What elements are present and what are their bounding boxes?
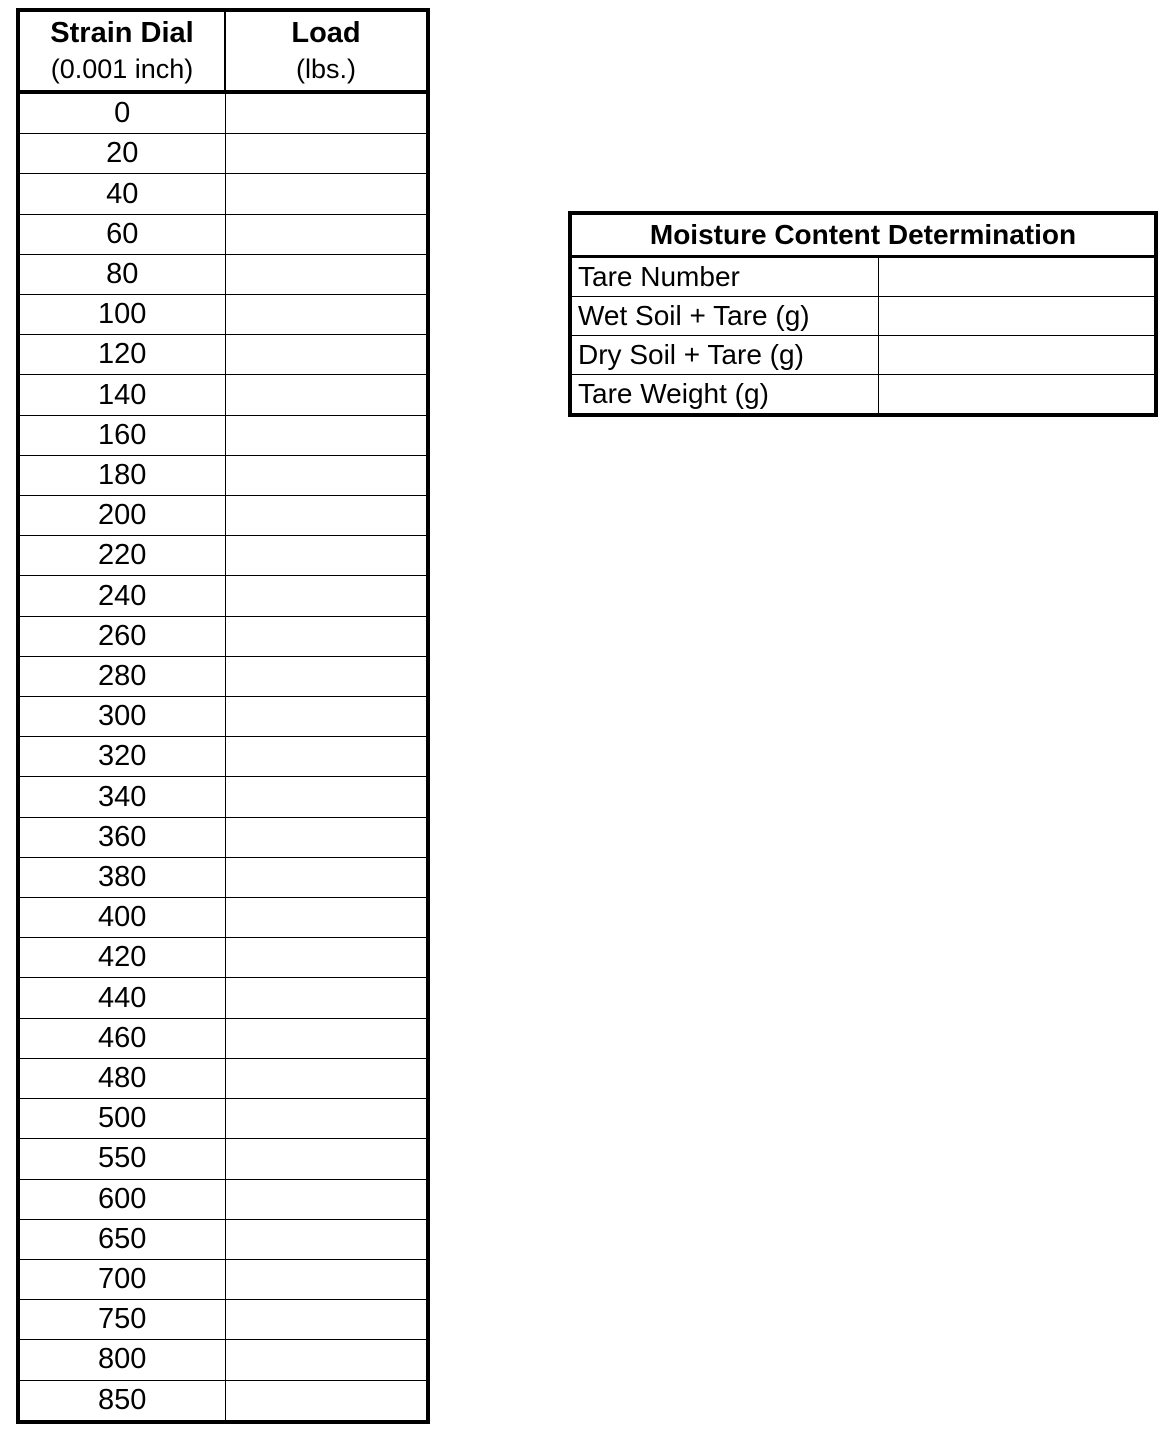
moisture-value-cell[interactable]: [878, 336, 1156, 375]
strain-dial-cell: 0: [18, 92, 225, 134]
strain-dial-cell: 100: [18, 295, 225, 335]
strain-dial-cell: 120: [18, 335, 225, 375]
table-row: [18, 134, 428, 174]
table-row: [18, 295, 428, 335]
strain-dial-cell: 80: [18, 254, 225, 294]
load-cell[interactable]: [225, 295, 428, 335]
strain-dial-cell: 260: [18, 616, 225, 656]
table-row: [18, 214, 428, 254]
load-cell[interactable]: [225, 1219, 428, 1259]
load-cell[interactable]: [225, 455, 428, 495]
load-cell[interactable]: [225, 737, 428, 777]
strain-dial-cell: 180: [18, 455, 225, 495]
strain-dial-cell: 700: [18, 1259, 225, 1299]
table-row: [18, 92, 428, 134]
load-header-label: Load: [291, 16, 361, 49]
table-row: [570, 257, 1156, 297]
table-row: [18, 496, 428, 536]
load-cell[interactable]: [225, 174, 428, 214]
strain-dial-cell: 220: [18, 536, 225, 576]
strain-dial-cell: 440: [18, 978, 225, 1018]
table-row: [18, 697, 428, 737]
strain-dial-cell: 240: [18, 576, 225, 616]
table-row: [18, 1340, 428, 1380]
moisture-value-cell[interactable]: [878, 257, 1156, 297]
moisture-label-cell: Wet Soil + Tare (g): [570, 297, 878, 336]
load-cell[interactable]: [225, 1259, 428, 1299]
strain-dial-cell: 650: [18, 1219, 225, 1259]
table-row: [18, 777, 428, 817]
strain-dial-cell: 420: [18, 938, 225, 978]
load-cell[interactable]: [225, 1300, 428, 1340]
moisture-table-title: Moisture Content Determination: [570, 213, 1156, 257]
table-row: [18, 656, 428, 696]
load-cell[interactable]: [225, 1380, 428, 1422]
table-row: [18, 1179, 428, 1219]
strain-dial-header: [18, 10, 225, 92]
table-row: [18, 1139, 428, 1179]
table-row: [18, 898, 428, 938]
load-cell[interactable]: [225, 1018, 428, 1058]
strain-dial-cell: 400: [18, 898, 225, 938]
strain-dial-cell: 800: [18, 1340, 225, 1380]
strain-dial-cell: 280: [18, 656, 225, 696]
moisture-table-body: [570, 257, 1156, 416]
load-cell[interactable]: [225, 1179, 428, 1219]
strain-dial-cell: 480: [18, 1058, 225, 1098]
table-row: [18, 978, 428, 1018]
table-row: [18, 254, 428, 294]
load-cell[interactable]: [225, 898, 428, 938]
table-row: [570, 297, 1156, 336]
strain-dial-cell: 320: [18, 737, 225, 777]
moisture-value-cell[interactable]: [878, 375, 1156, 416]
load-cell[interactable]: [225, 1340, 428, 1380]
moisture-label-cell: Tare Weight (g): [570, 375, 878, 416]
table-row: [18, 1099, 428, 1139]
table-row: [18, 576, 428, 616]
load-cell[interactable]: [225, 697, 428, 737]
table-row: [18, 616, 428, 656]
table-row: [18, 1259, 428, 1299]
table-row: [570, 336, 1156, 375]
strain-dial-cell: 160: [18, 415, 225, 455]
table-row: [18, 857, 428, 897]
load-cell[interactable]: [225, 777, 428, 817]
moisture-value-cell[interactable]: [878, 297, 1156, 336]
moisture-table-header: [570, 213, 1156, 257]
strain-dial-cell: 750: [18, 1300, 225, 1340]
load-cell[interactable]: [225, 134, 428, 174]
load-cell[interactable]: [225, 415, 428, 455]
table-row: [18, 1300, 428, 1340]
table-row: [18, 335, 428, 375]
load-cell[interactable]: [225, 938, 428, 978]
strain-dial-cell: 460: [18, 1018, 225, 1058]
strain-dial-cell: 500: [18, 1099, 225, 1139]
load-cell[interactable]: [225, 375, 428, 415]
table-row: [18, 375, 428, 415]
load-cell[interactable]: [225, 616, 428, 656]
load-cell[interactable]: [225, 335, 428, 375]
table-row: [18, 817, 428, 857]
load-header: [225, 10, 428, 92]
strain-dial-cell: 360: [18, 817, 225, 857]
strain-load-table: [16, 8, 430, 1424]
strain-dial-cell: 600: [18, 1179, 225, 1219]
strain-dial-cell: 380: [18, 857, 225, 897]
strain-dial-cell: 300: [18, 697, 225, 737]
strain-table-body: [18, 92, 428, 1422]
table-row: [18, 174, 428, 214]
table-row: [570, 375, 1156, 416]
table-row: [18, 1219, 428, 1259]
strain-dial-cell: 200: [18, 496, 225, 536]
moisture-label-cell: Dry Soil + Tare (g): [570, 336, 878, 375]
strain-table-header: [18, 10, 428, 92]
strain-dial-cell: 340: [18, 777, 225, 817]
load-cell[interactable]: [225, 1099, 428, 1139]
strain-dial-cell: 40: [18, 174, 225, 214]
table-row: [18, 1058, 428, 1098]
load-cell[interactable]: [225, 496, 428, 536]
table-row: [18, 1380, 428, 1422]
load-cell[interactable]: [225, 254, 428, 294]
load-cell[interactable]: [225, 978, 428, 1018]
load-cell[interactable]: [225, 536, 428, 576]
table-row: [18, 1018, 428, 1058]
load-cell[interactable]: [225, 1058, 428, 1098]
load-cell[interactable]: [225, 92, 428, 134]
strain-dial-cell: 550: [18, 1139, 225, 1179]
table-row: [18, 536, 428, 576]
strain-dial-cell: 60: [18, 214, 225, 254]
moisture-label-cell: Tare Number: [570, 257, 878, 297]
moisture-content-table: [568, 211, 1158, 417]
load-header-unit: (lbs.): [296, 54, 356, 85]
table-row: [18, 938, 428, 978]
load-cell[interactable]: [225, 1139, 428, 1179]
load-cell[interactable]: [225, 656, 428, 696]
strain-dial-header-label: Strain Dial: [50, 16, 194, 49]
load-cell[interactable]: [225, 857, 428, 897]
strain-dial-cell: 20: [18, 134, 225, 174]
load-cell[interactable]: [225, 817, 428, 857]
strain-dial-cell: 850: [18, 1380, 225, 1422]
table-row: [18, 737, 428, 777]
load-cell[interactable]: [225, 576, 428, 616]
strain-dial-header-unit: (0.001 inch): [50, 54, 194, 85]
strain-dial-cell: 140: [18, 375, 225, 415]
table-row: [18, 415, 428, 455]
table-row: [18, 455, 428, 495]
load-cell[interactable]: [225, 214, 428, 254]
